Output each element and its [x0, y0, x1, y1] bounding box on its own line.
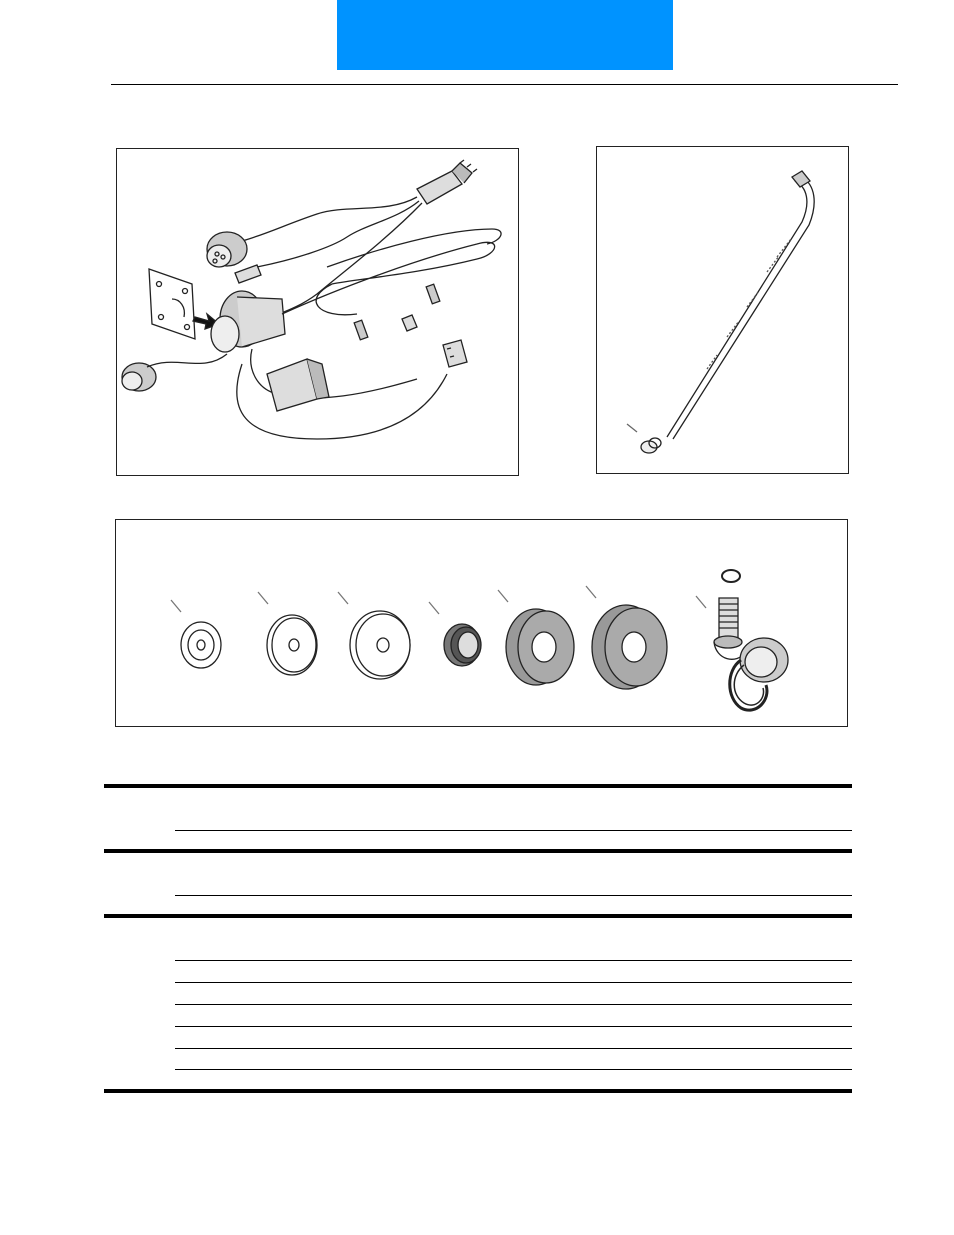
figure-cable-harness	[116, 148, 519, 476]
table-row-rule	[175, 1048, 852, 1049]
table-row-rule	[175, 982, 852, 983]
table-row-rule	[175, 960, 852, 961]
table-row-rule	[175, 1004, 852, 1005]
probe-rod-illustration	[597, 147, 849, 474]
grommets-illustration	[116, 520, 848, 727]
table-row-rule	[175, 895, 852, 896]
table-row-rule	[175, 830, 852, 831]
header-color-block	[337, 0, 673, 70]
table-group-rule	[104, 849, 852, 853]
table-rule-top	[104, 784, 852, 788]
figure-sensor-probe	[596, 146, 849, 474]
table-group-rule	[104, 914, 852, 918]
table-row-rule	[175, 1069, 852, 1070]
header-rule	[111, 84, 898, 85]
cable-harness-illustration	[117, 149, 519, 476]
figure-seals-grommets	[115, 519, 848, 727]
table-rule-bottom	[104, 1089, 852, 1093]
table-row-rule	[175, 1026, 852, 1027]
